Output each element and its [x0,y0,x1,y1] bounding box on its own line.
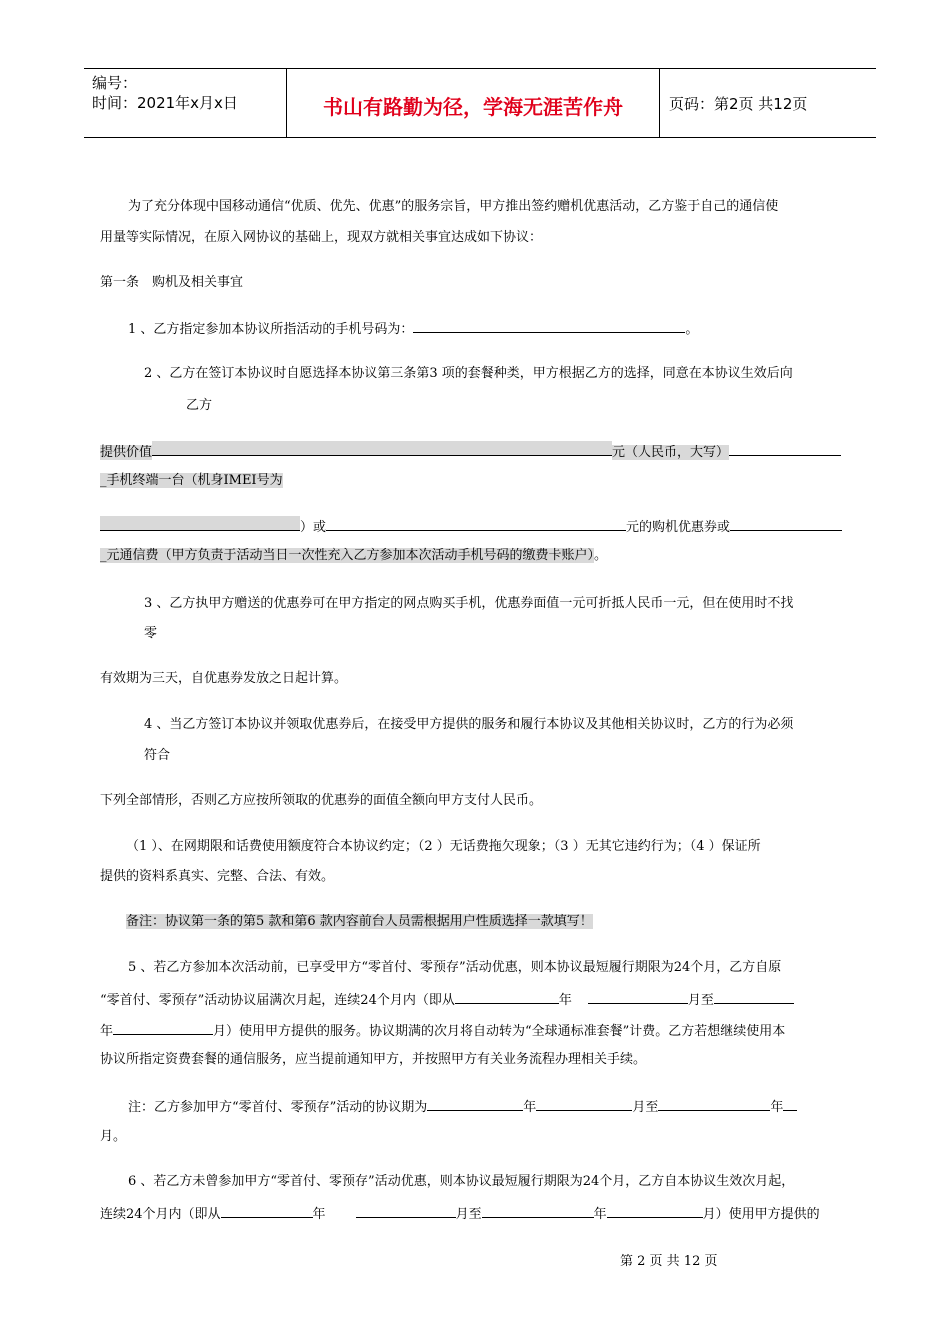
coupon-blank[interactable] [326,516,626,531]
item-1-end: 。 [685,322,699,337]
header-meta [92,73,287,113]
item-3-line-2: 零 [144,626,158,641]
item-6-service-text: 月）使用甲方提供的 [702,1207,820,1222]
note-2-text: 注：乙方参加甲方“零首付、零预存”活动的协议期为 [128,1100,428,1115]
header-motto: 书山有路勤为径，学海无涯苦作舟 [323,95,623,119]
imei-blank[interactable] [100,516,300,531]
header-page-number: 页码：第2页 共12页 [669,95,808,113]
rmb-blank[interactable] [729,441,841,456]
page-footer: 第 2 页 共 12 页 [620,1254,718,1269]
year-label: 年 [770,1100,784,1115]
item-1 [128,318,698,340]
provide-label: 提供价值 [100,445,153,460]
year-label: 年 [100,1024,114,1039]
note-line [126,912,593,932]
phone-terminal-line [100,471,283,491]
item-5-line-3 [100,1020,785,1042]
credit-end: 。 [594,548,608,563]
or-label: ）或 [300,520,327,535]
item-6-end-year-blank[interactable] [482,1203,594,1218]
item-4-line-2: 符合 [144,748,171,763]
header-time: 时间：2021年x月x日 [92,94,238,112]
item-6-from: 连续24个月内（即从 [100,1207,221,1222]
item-2-line-2: 乙方 [186,398,213,413]
phone-number-blank[interactable] [413,318,685,333]
credit-blank[interactable] [730,516,842,531]
item-5-line-2 [100,989,794,1011]
imei-line [100,516,842,538]
year-label: 年 [523,1100,537,1115]
month-to-label: 月至 [687,993,714,1008]
item-6-start-month-blank[interactable] [356,1203,456,1218]
year-label: 年 [593,1207,607,1222]
item-5-end-month-blank[interactable] [113,1020,213,1035]
note-2-end-year-blank[interactable] [658,1096,770,1111]
coupon-label: 元的购机优惠券或 [626,520,731,535]
item-5-line-1: 5 、若乙方参加本次活动前，已享受甲方“零首付、零预存”活动优惠，则本协议最短履行期限为24个月，乙方自原 [128,960,782,975]
item-2-line-1: 2 、乙方在签订本协议时自愿选择本协议第三条第3 项的套餐种类，甲方根据乙方的选择，同意在本协议生效后向 [144,366,793,381]
item-2-provide [100,441,841,463]
note-2-start-year-blank[interactable] [427,1096,523,1111]
intro-line-1: 为了充分体现中国移动通信“优质、优先、优惠”的服务宗旨，甲方推出签约赠机优惠活动，乙方鉴于自己的通信使 [128,199,779,214]
item-6-start-year-blank[interactable] [221,1203,313,1218]
note-2-end-month-blank[interactable] [783,1096,797,1111]
article-1-title: 第一条 购机及相关事宜 [100,275,244,290]
item-5-start-month-blank[interactable] [588,989,688,1004]
month-to-label: 月至 [455,1207,482,1222]
value-blank[interactable] [152,441,612,456]
item-3-line-1: 3 、乙方执甲方赠送的优惠券可在甲方指定的网点购买手机，优惠券面值一元可折抵人民币一元，但在使用时不找 [144,596,794,611]
item-5-service-text: 月）使用甲方提供的服务。协议期满的次月将自动转为“全球通标准套餐”计费。乙方若想继续使用本 [213,1024,786,1039]
item-6-line-2 [100,1203,820,1225]
rmb-label: 元（人民币，大写） [612,445,730,460]
item-3-line-3: 有效期为三天，自优惠券发放之日起计算。 [100,671,348,686]
intro-line-2: 用量等实际情况，在原入网协议的基础上，现双方就相关事宜达成如下协议： [100,230,543,245]
note-2-line-2: 月。 [100,1129,127,1144]
phone-terminal-text: _手机终端一台（机身IMEI号为 [100,473,283,488]
year-label: 年 [558,993,572,1008]
item-5-start-year-blank[interactable] [455,989,559,1004]
conditions-line-1: （1 ）、在网期限和话费使用额度符合本协议约定；（2 ）无话费拖欠现象；（3 ）无其它违约行为；（4 ）保证所 [126,839,761,854]
note-text: 备注：协议第一条的第5 款和第6 款内容前台人员需根据用户性质选择一款填写！ [126,914,593,929]
item-5-line-4: 协议所指定资费套餐的通信服务，应当提前通知甲方，并按照甲方有关业务流程办理相关手续。 [100,1052,647,1067]
item-6-line-1: 6 、若乙方未曾参加甲方“零首付、零预存”活动优惠，则本协议最短履行期限为24个月，乙方自本协议生效次月起， [128,1174,795,1189]
item-1-text: 1 、乙方指定参加本协议所指活动的手机号码为： [128,322,414,337]
item-4-line-3: 下列全部情形，否则乙方应按所领取的优惠券的面值全额向甲方支付人民币。 [100,793,543,808]
conditions-line-2: 提供的资料系真实、完整、合法、有效。 [100,869,335,884]
item-5-from: “零首付、零预存”活动协议届满次月起，连续24个月内（即从 [100,993,455,1008]
note-2-start-month-blank[interactable] [536,1096,632,1111]
note-2-line-1 [128,1096,797,1118]
credit-text: _元通信费（甲方负责于活动当日一次性充入乙方参加本次活动手机号码的缴费卡账户） [100,548,595,563]
item-5-end-year-blank[interactable] [714,989,794,1004]
item-4-line-1: 4 、当乙方签订本协议并领取优惠券后，在接受甲方提供的服务和履行本协议及其他相关协议时，乙方的行为必须 [144,717,794,732]
item-6-end-month-blank[interactable] [607,1203,703,1218]
month-to-label: 月至 [632,1100,659,1115]
header-number: 编号： [92,74,138,92]
credit-line [100,546,607,566]
page-header [84,68,876,138]
year-label: 年 [312,1207,326,1222]
header-motto-cell [286,69,660,137]
